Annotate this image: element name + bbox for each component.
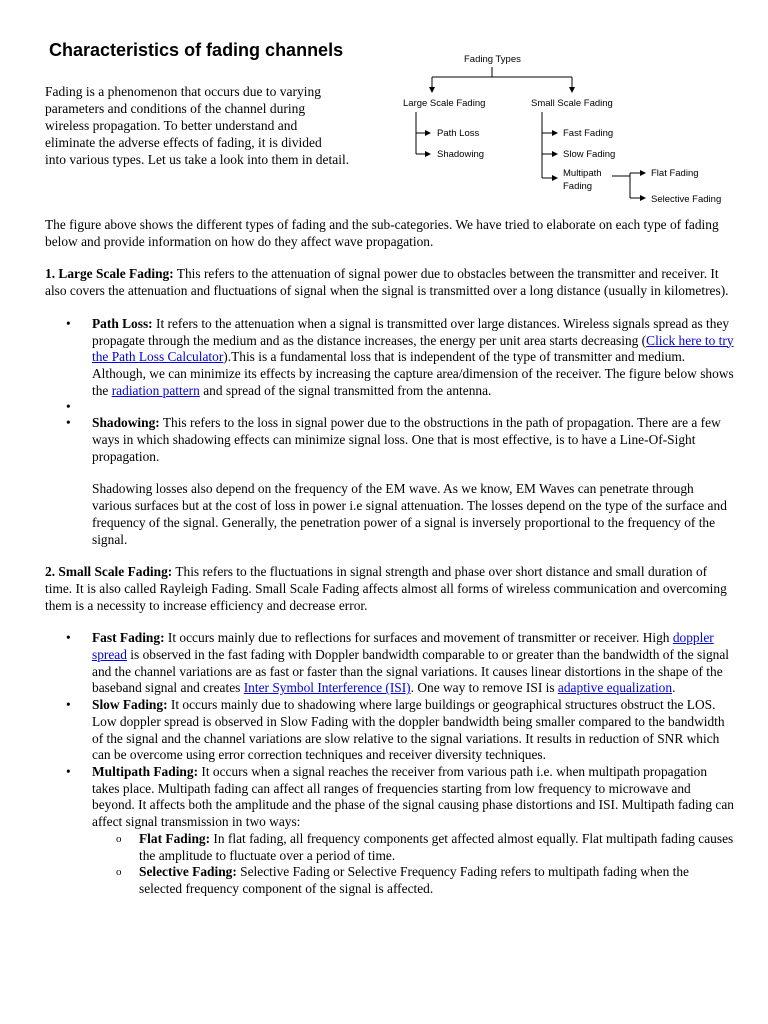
intro-line: into various types. Let us take a look into them in detail. (45, 152, 350, 167)
diagram-shadowing-label: Shadowing (437, 149, 485, 160)
fast-fading-text-3: . One way to remove ISI is (410, 680, 558, 696)
path-loss-text: It refers to the attenuation when a signal is transmitted over large distances. Wireless signals spread as they propagate through the medium and as the distance increases, the energy per unit area starts decreasing ( (92, 315, 730, 348)
intro-line: Fading is a phenomenon that occurs due to varying (45, 84, 321, 99)
path-loss-text-2: ).This is a fundamental loss that is independent of the type of transmitter and medium. Although, we can minimize its effects by increasing the capture area/dimension of the receiver. The figure below shows the (92, 349, 734, 398)
large-scale-paragraph (45, 266, 735, 299)
list-spacer (45, 399, 735, 415)
diagram-multipath-label: Multipath (563, 168, 602, 179)
flat-fading-text: In flat fading, all frequency components get affected almost equally. Flat multipath fading causes the amplitude to fluctuate over a period of time. (139, 830, 734, 863)
intro-paragraph (45, 83, 405, 168)
diagram-small-label: Small Scale Fading (531, 98, 613, 109)
shadowing-item (45, 415, 735, 548)
flat-fading-item (92, 831, 735, 864)
small-scale-paragraph (45, 564, 735, 614)
diagram-fast-label: Fast Fading (563, 128, 614, 139)
diagram-selective-label: Selective Fading (651, 194, 722, 205)
small-scale-list (45, 630, 735, 897)
multipath-fading-label: Multipath Fading: (92, 763, 199, 779)
selective-fading-item (92, 864, 735, 897)
slow-fading-text: It occurs mainly due to shadowing where large buildings or geographical structures obstruct the LOS. Low doppler spread is observed in Slow Fading with the doppler bandwidth being smaller compared to the bandwidth of the signal and the channel variations are slow relative to the signal variations. It results in reduction of SNR which can be overcome using error correction techniques and receiver diversity techniques. (92, 697, 725, 763)
intro-line: parameters and conditions of the channel during (45, 101, 306, 116)
large-scale-list (45, 316, 735, 548)
flat-fading-label: Flat Fading: (139, 830, 211, 846)
path-loss-calculator-link[interactable]: Click here to try the Path Loss Calculator (92, 332, 734, 365)
fast-fading-item (45, 630, 735, 697)
large-scale-text: This refers to the attenuation of signal power due to obstacles between the transmitter and receiver. It also covers the attenuation and fluctuations of signal when the signal is transmitted over a long distance (usually in kilometres). (45, 266, 729, 299)
radiation-pattern-link[interactable]: radiation pattern (111, 382, 200, 398)
intro-line: eliminate the adverse effects of fading, it is divided (45, 135, 322, 150)
diagram-slow-label: Slow Fading (563, 149, 616, 160)
slow-fading-item (45, 697, 735, 764)
selective-fading-label: Selective Fading: (139, 864, 237, 880)
fast-fading-text-4: . (672, 680, 676, 696)
isi-link[interactable]: Inter Symbol Interference (ISI) (243, 680, 411, 696)
shadowing-text: This refers to the loss in signal power due to the obstructions in the path of propagation. There are a few ways in which shadowing effects can minimize signal loss. One that is most effective, is to have a Line-Of-Sight propagation. (92, 415, 721, 464)
multipath-fading-item (45, 764, 735, 898)
fast-fading-text: It occurs mainly due to reflections for surfaces and movement of transmitter or receiver. High (164, 630, 673, 646)
diagram-large-label: Large Scale Fading (403, 98, 486, 109)
multipath-sub-list (92, 831, 735, 898)
shadowing-label: Shadowing: (92, 415, 160, 431)
diagram-path-loss-label: Path Loss (437, 128, 480, 139)
small-scale-heading: 2. Small Scale Fading: (45, 564, 173, 580)
intro-line: wireless propagation. To better understand and (45, 118, 298, 133)
fast-fading-label: Fast Fading: (92, 630, 165, 646)
diagram-root-label: Fading Types (464, 54, 521, 65)
path-loss-label: Path Loss: (92, 315, 153, 331)
diagram-multipath-label-2: Fading (563, 181, 593, 192)
fast-fading-text-2: is observed in the fast fading with Doppler bandwidth comparable to or greater than the bandwidth of the signal and the channel variations are as fast or faster than the signal variations. It causes linear distortions in the shape of the baseband signal and creates (92, 647, 729, 696)
article-body (45, 217, 735, 898)
multipath-fading-text: It occurs when a signal reaches the receiver from various path i.e. when multipath propagation takes place. Multipath fading can affect all ranges of frequencies starting from low frequency to microwave and beyond. It affects both the amplitude and the phase of the signal causing phase distortions and ISI. Multipath fading can affect signal transmission in two ways: (92, 763, 734, 830)
doppler-spread-link[interactable]: doppler spread (92, 630, 714, 663)
slow-fading-label: Slow Fading: (92, 697, 168, 713)
selective-fading-text: Selective Fading or Selective Frequency Fading refers to multipath fading when the selected frequency component of the signal is affected. (139, 864, 689, 896)
large-scale-heading: 1. Large Scale Fading: (45, 266, 174, 282)
page-title: Characteristics of fading channels (49, 40, 344, 60)
small-scale-text: This refers to the fluctuations in signal strength and phase over short distance and small duration of time. It is also called Rayleigh Fading. Small Scale Fading affects almost all forms of wireless communication and overcoming them is a necessity to increase efficiency and decrease error. (45, 564, 727, 613)
path-loss-text-3: and spread of the signal transmitted from the antenna. (199, 382, 492, 398)
path-loss-item (45, 316, 735, 400)
adaptive-equalization-link[interactable]: adaptive equalization (557, 680, 673, 696)
shadowing-paragraph-2: Shadowing losses also depend on the frequency of the EM wave. As we know, EM Waves can penetrate through various surfaces but at the cost of loss in power i.e signal attenuation. The losses depend on the type of the surface and frequency of the signal. Generally, the penetration power of a signal is inversely proportional to the frequency of the signal. (92, 481, 727, 547)
fading-types-diagram (400, 48, 740, 213)
summary-paragraph: The figure above shows the different types of fading and the sub-categories. We have tried to elaborate on each type of fading below and provide information on how do they affect wave propagation. (45, 217, 719, 249)
diagram-flat-label: Flat Fading (651, 168, 699, 179)
